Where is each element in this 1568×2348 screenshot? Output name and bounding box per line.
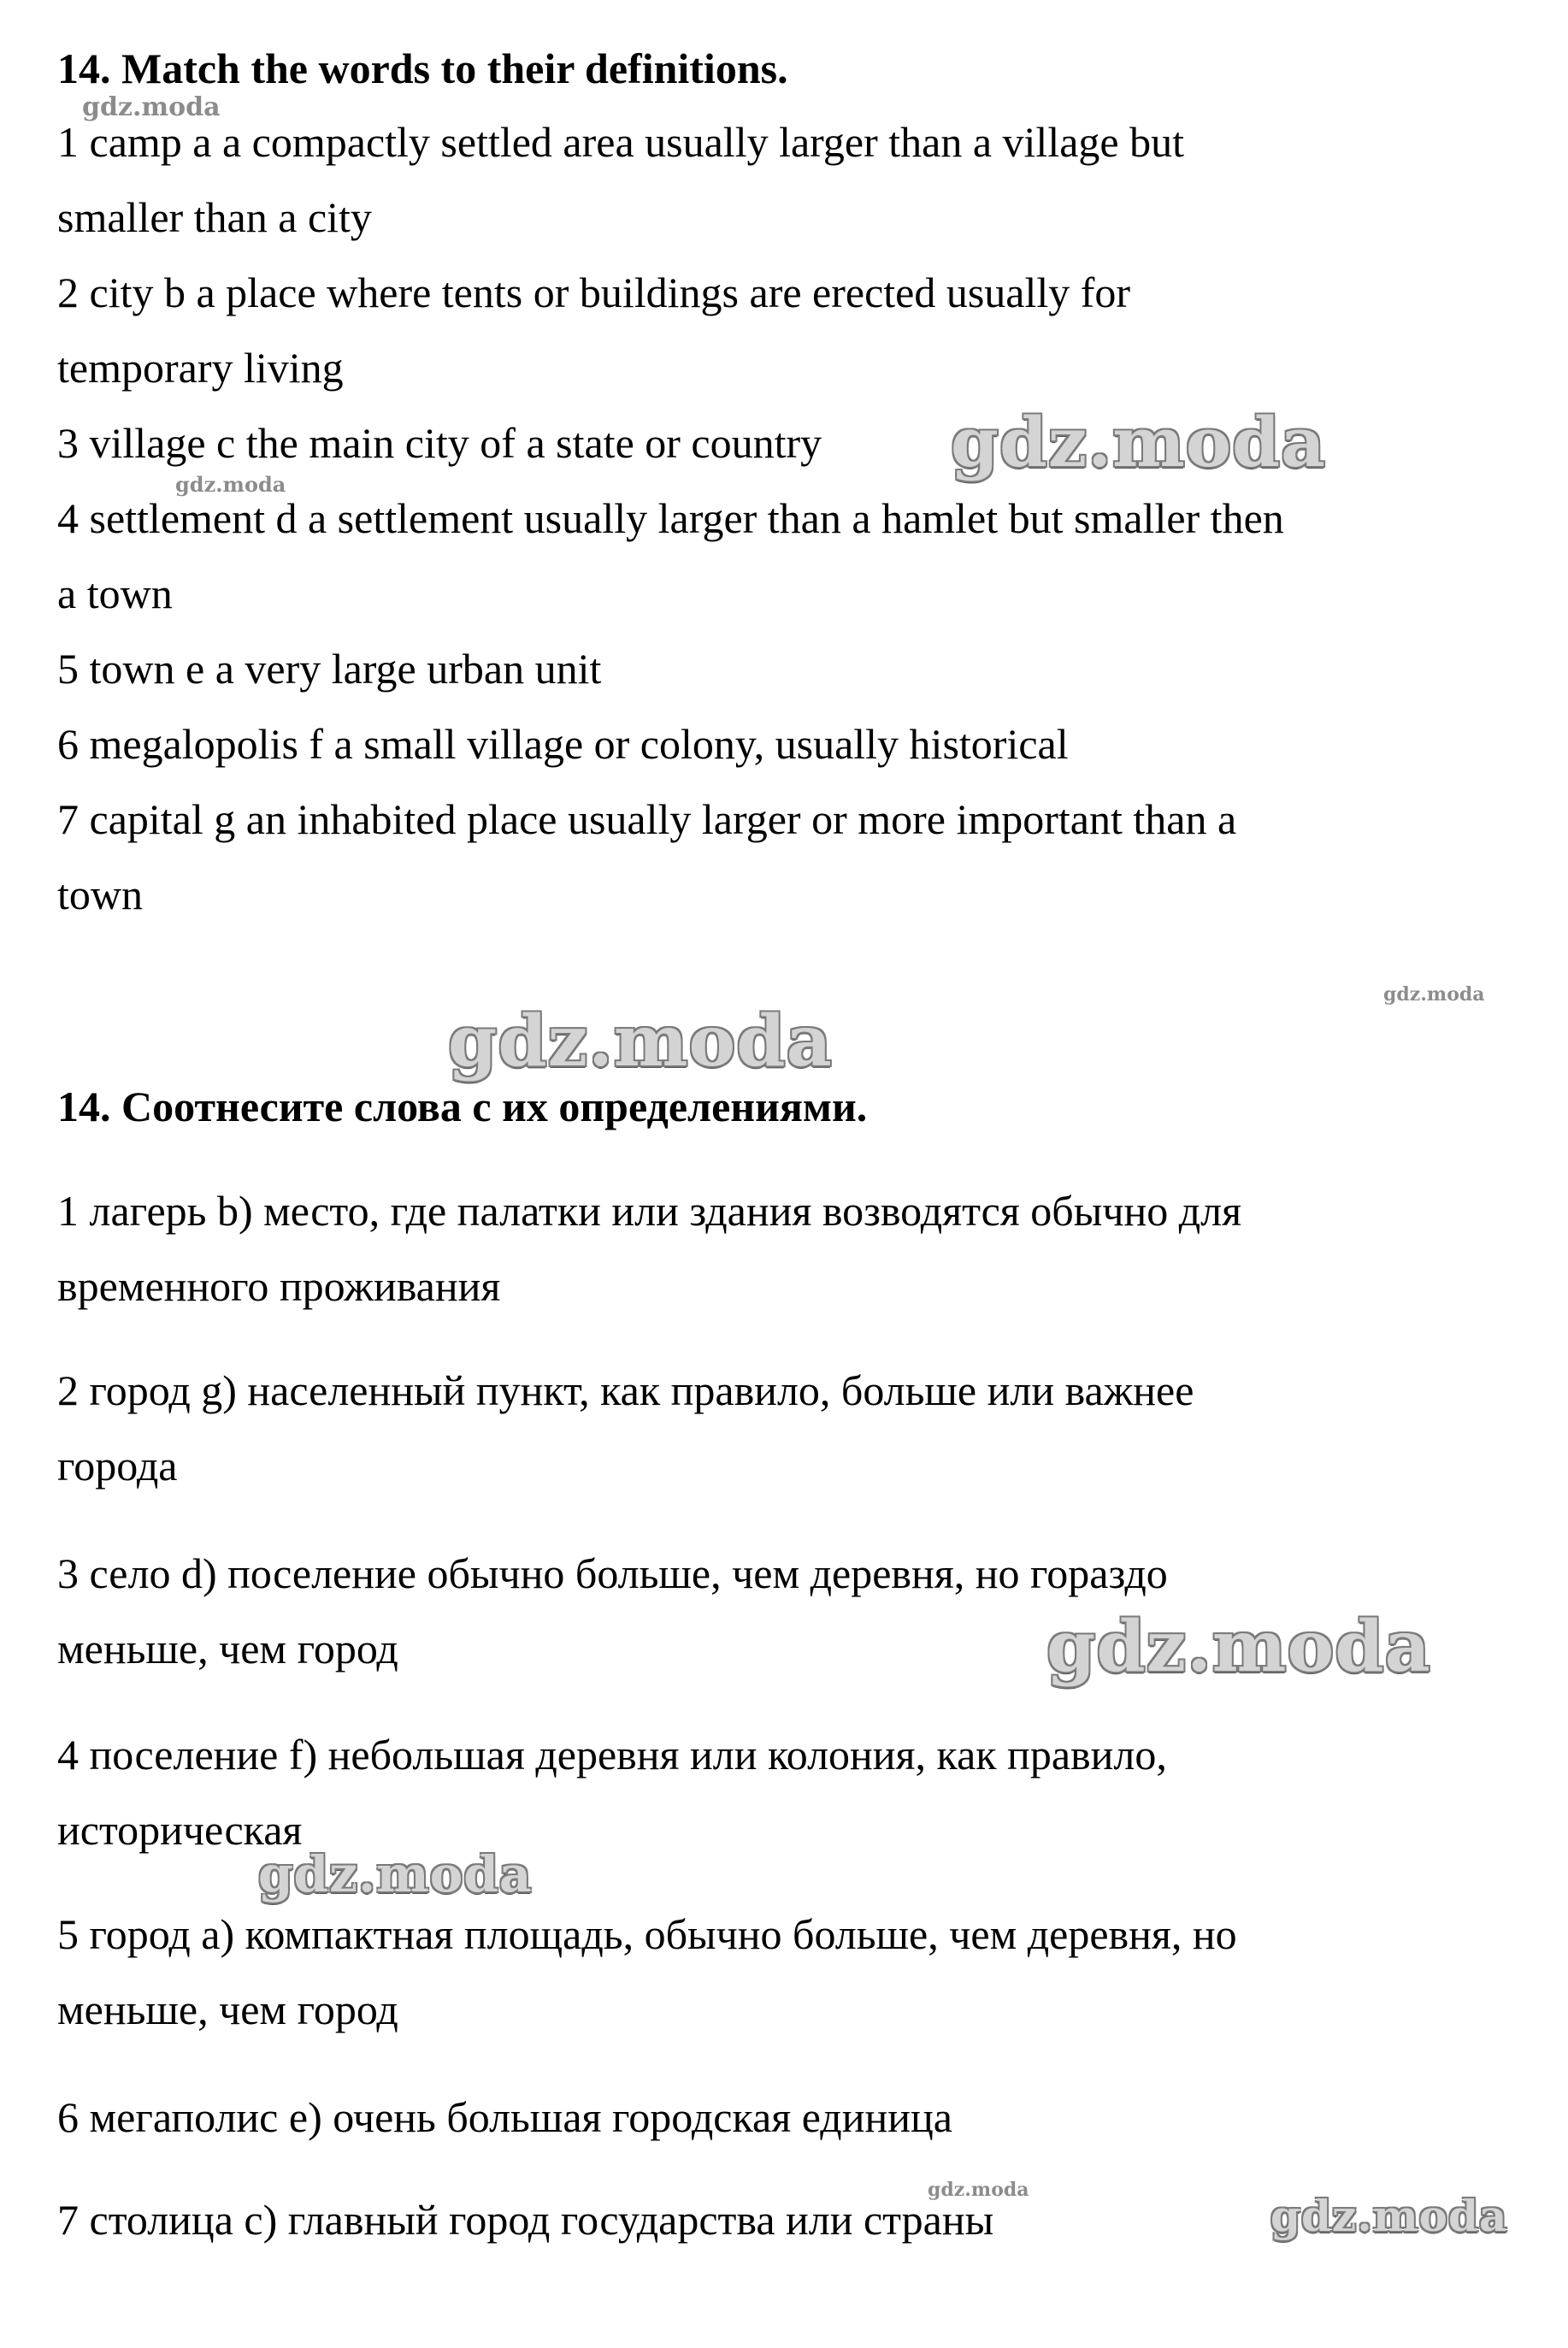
russian-heading: 14. Соотнесите слова с их определениями.	[57, 1083, 868, 1130]
watermark-medium: gdz.moda	[1270, 2191, 1508, 2241]
russian-line-2: временного проживания	[57, 1262, 501, 1310]
watermark-large: gdz.moda	[448, 1000, 833, 1083]
russian-line-7: 4 поселение f) небольшая деревня или колония, как правило,	[57, 1731, 1167, 1779]
russian-line-10: меньше, чем город	[57, 1985, 398, 2033]
english-line-9: 6 megalopolis f a small village or colony, usually historical	[57, 720, 1069, 768]
russian-line-5: 3 село d) поселение обычно больше, чем деревня, но гораздо	[57, 1549, 1168, 1597]
watermark-small: gdz.moda	[1383, 983, 1485, 1006]
russian-line-9: 5 город a) компактная площадь, обычно больше, чем деревня, но	[57, 1910, 1237, 1958]
english-line-7: a town	[57, 569, 173, 617]
english-line-5: 3 village c the main city of a state or country	[57, 419, 822, 467]
russian-line-11: 6 мегаполис e) очень большая городская единица	[57, 2093, 952, 2141]
english-line-2: smaller than a city	[57, 193, 372, 241]
watermark-large: gdz.moda	[1046, 1606, 1431, 1688]
english-line-6: 4 settlement d a settlement usually larger than a hamlet but smaller then	[57, 494, 1284, 542]
russian-line-8: историческая	[57, 1806, 303, 1854]
english-line-4: temporary living	[57, 344, 344, 392]
watermark-large: gdz.moda	[951, 402, 1326, 482]
watermark-small: gdz.moda	[928, 2179, 1029, 2201]
russian-line-1: 1 лагерь b) место, где палатки или здания возводятся обычно для	[57, 1187, 1242, 1235]
english-heading: 14. Match the words to their definitions.	[57, 44, 788, 92]
english-line-1: 1 camp a a compactly settled area usually larger than a village but	[57, 118, 1184, 166]
english-line-8: 5 town e a very large urban unit	[57, 645, 602, 693]
russian-line-4: города	[57, 1442, 178, 1490]
watermark-small: gdz.moda	[82, 92, 221, 122]
watermark-medium: gdz.moda	[258, 1845, 533, 1903]
english-line-11: town	[57, 870, 143, 918]
russian-line-12: 7 столица c) главный город государства или страны	[57, 2196, 994, 2244]
russian-line-6: меньше, чем город	[57, 1625, 398, 1673]
watermark-small: gdz.moda	[175, 472, 286, 497]
english-line-3: 2 city b a place where tents or buildings are erected usually for	[57, 268, 1131, 316]
russian-line-3: 2 город g) населенный пункт, как правило, больше или важнее	[57, 1366, 1194, 1414]
english-line-10: 7 capital g an inhabited place usually larger or more important than a	[57, 795, 1237, 843]
